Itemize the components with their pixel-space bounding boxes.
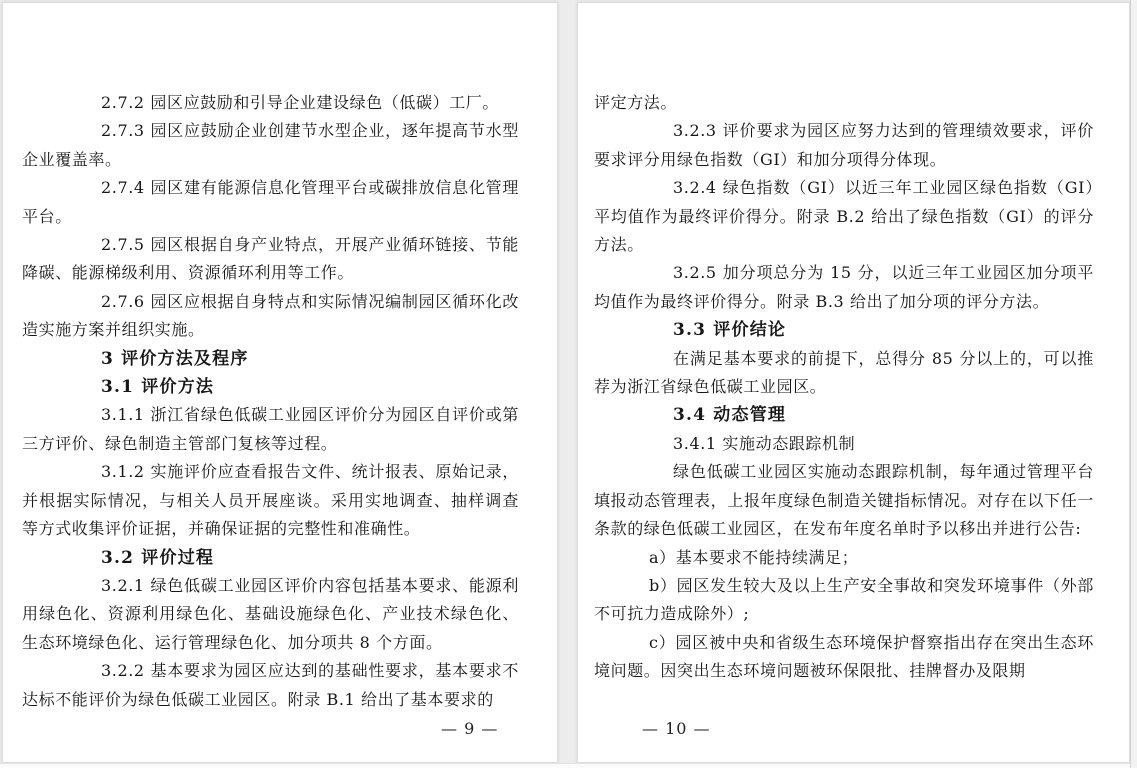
section-heading: 3.1 评价方法 (101, 377, 215, 398)
paragraph: 3.4.1 实施动态跟踪机制 (673, 433, 856, 453)
section-heading: 3.4 动态管理 (673, 405, 787, 426)
page-10-number: — 10 — (642, 719, 711, 738)
bottom-edge (0, 763, 1130, 768)
paragraph: 2.7.3 园区应鼓励企业创建节水型企业，逐年提高节水型企业覆盖率。 (22, 121, 519, 169)
paragraph: 绿色低碳工业园区实施动态跟踪机制，每年通过管理平台填报动态管理表，上报年度绿色制造关键指标情况。对存在以下任一条款的绿色低碳工业园区，在发布年度名单时予以移出并进行公告: (594, 462, 1094, 539)
paragraph: 3.2.4 绿色指数（GI）以近三年工业园区绿色指数（GI）平均值作为最终评价得分。附录 B.2 给出了绿色指数（GI）的评分方法。 (594, 178, 1094, 255)
paragraph: 2.7.4 园区建有能源信息化管理平台或碳排放信息化管理平台。 (22, 178, 519, 226)
page-10-content (594, 89, 1094, 686)
paragraph: 3.1.1 浙江省绿色低碳工业园区评价分为园区自评价或第三方评价、绿色制造主管部门复核等过程。 (22, 405, 519, 453)
page-9 (2, 2, 558, 763)
section-heading: 3 评价方法及程序 (101, 348, 249, 369)
paragraph: 3.2.1 绿色低碳工业园区评价内容包括基本要求、能源利用绿色化、资源利用绿色化、基础设施绿色化、产业技术绿色化、生态环境绿色化、运行管理绿色化、加分项共 8 个方面。 (22, 575, 519, 652)
paragraph: 3.2.5 加分项总分为 15 分，以近三年工业园区加分项平均值作为最终评价得分。附录 B.3 给出了加分项的评分方法。 (594, 263, 1094, 311)
paragraph: 2.7.6 园区应根据自身特点和实际情况编制园区循环化改造实施方案并组织实施。 (22, 291, 519, 340)
paragraph: 3.2.2 基本要求为园区应达到的基础性要求，基本要求不达标不能评价为绿色低碳工业园区。附录 B.1 给出了基本要求的 (22, 661, 519, 709)
paragraph: 3.1.2 实施评价应查看报告文件、统计报表、原始记录，并根据实际情况，与相关人员开展座谈。采用实地调查、抽样调查等方式收集评价证据，并确保证据的完整性和准确性。 (22, 462, 519, 539)
paragraph: 2.7.5 园区根据自身产业特点，开展产业循环链接、节能降碳、能源梯级利用、资源循环利用等工作。 (22, 235, 519, 283)
scrollbar-track[interactable] (1130, 0, 1137, 768)
paragraph: b）园区发生较大及以上生产安全事故和突发环境事件（外部不可抗力造成除外）; (594, 575, 1094, 624)
page-9-number: — 9 — (441, 719, 499, 738)
paragraph: c）园区被中央和省级生态环境保护督察指出存在突出生态环境问题。因突出生态环境问题被环保限批、挂牌督办及限期 (594, 632, 1094, 681)
paragraph: 在满足基本要求的前提下，总得分 85 分以上的，可以推荐为浙江省绿色低碳工业园区。 (594, 348, 1094, 397)
section-heading: 3.3 评价结论 (673, 320, 787, 341)
section-heading: 3.2 评价过程 (101, 547, 215, 568)
page-10 (577, 2, 1130, 763)
paragraph: 3.2.3 评价要求为园区应努力达到的管理绩效要求，评价要求评分用绿色指数（GI）和加分项得分体现。 (594, 121, 1094, 169)
page-9-content (22, 89, 519, 714)
paragraph: a）基本要求不能持续满足； (649, 547, 859, 567)
paragraph: 2.7.2 园区应鼓励和引导企业建设绿色（低碳）工厂。 (101, 93, 499, 112)
paragraph: 评定方法。 (594, 93, 678, 112)
